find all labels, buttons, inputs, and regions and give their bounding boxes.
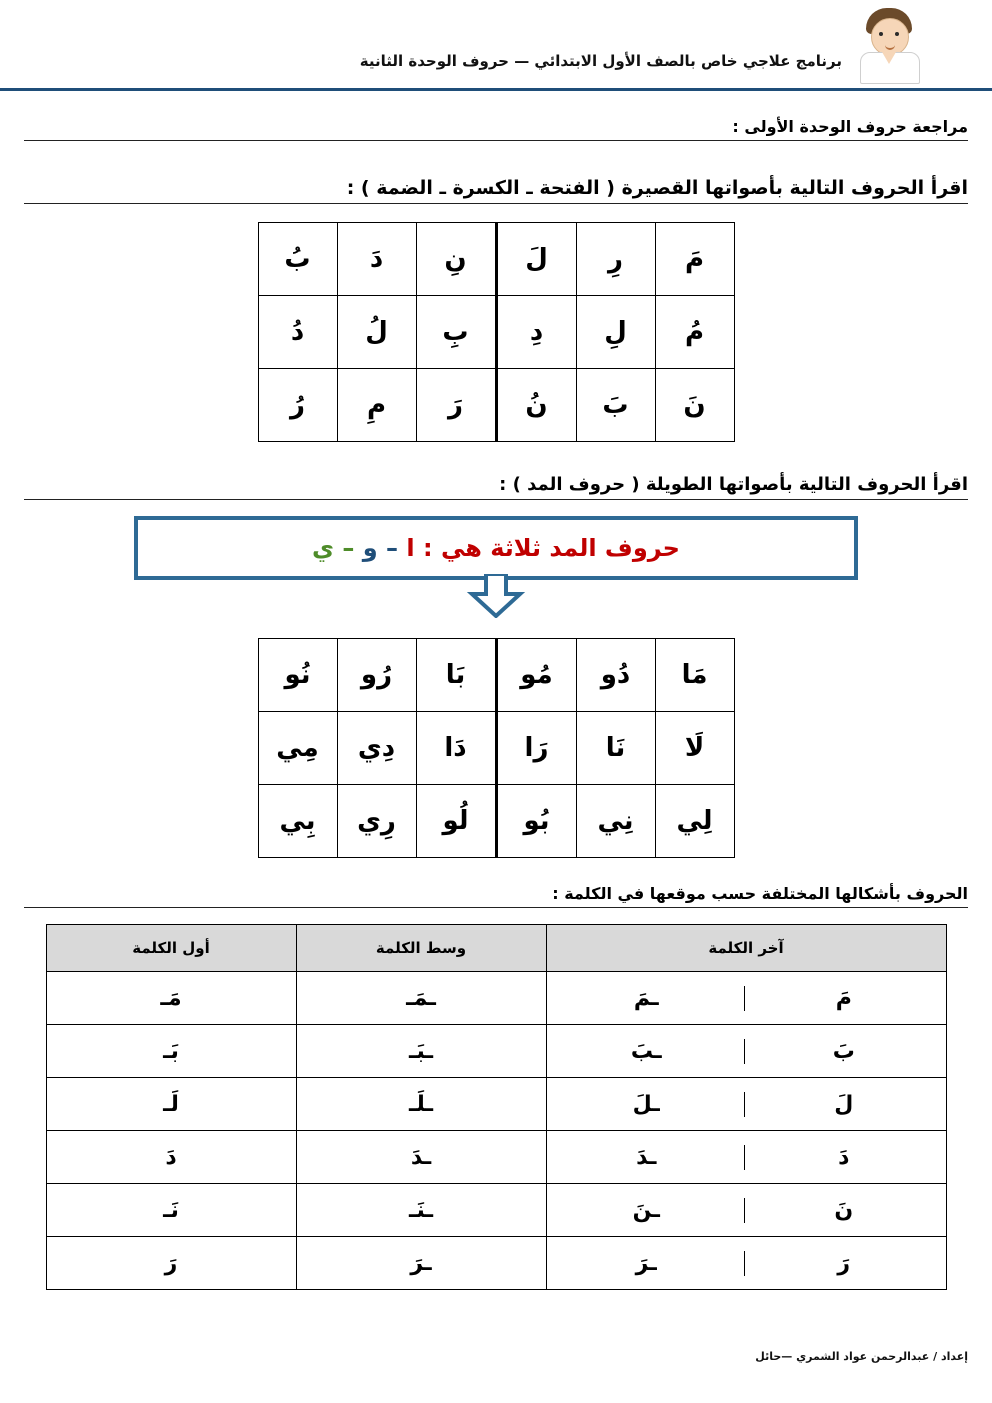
letter-cell: مَا (655, 639, 734, 712)
letter-cell: لُو (416, 785, 496, 858)
letter-forms-table (46, 924, 947, 1290)
long-vowels-title: اقرأ الحروف التالية بأصواتها الطويلة ( حروف المد ) : (24, 474, 968, 500)
long-vowel-grid (258, 638, 735, 858)
letter-cell: بَا (416, 639, 496, 712)
form-end-a: بَ (832, 1038, 855, 1064)
letter-cell: مِ (337, 369, 416, 442)
callout-text (312, 534, 680, 562)
table-row (46, 1078, 946, 1131)
page-header (0, 0, 992, 91)
letter-cell: دِي (337, 712, 416, 785)
letter-cell: مُ (655, 296, 734, 369)
table-row (46, 1237, 946, 1290)
form-cell-end (546, 1025, 946, 1078)
letter-cell: نُو (258, 639, 337, 712)
callout-zone (24, 516, 968, 620)
letter-cell: مِي (258, 712, 337, 785)
avatar-face (871, 18, 909, 56)
table-row (46, 1131, 946, 1184)
short-vowels-title: اقرأ الحروف التالية بأصواتها القصيرة ( الفتحة ـ الكسرة ـ الضمة ) : (24, 177, 968, 204)
letter-cell: مُو (496, 639, 576, 712)
short-vowel-grid-wrapper (24, 222, 968, 442)
form-end-a: لَ (834, 1091, 854, 1117)
short-vowel-grid (258, 222, 735, 442)
table-row (258, 369, 734, 442)
letter-cell: دُو (576, 639, 655, 712)
form-end-b: ـرَ (549, 1251, 745, 1276)
letter-cell: نَ (655, 369, 734, 442)
form-cell-start: مَـ (46, 972, 296, 1025)
callout-prefix: حروف المد ثلاثة هي : (423, 534, 680, 562)
letter-cell: بِي (258, 785, 337, 858)
form-cell-end (546, 1131, 946, 1184)
table-row (46, 1184, 946, 1237)
table-header-row (46, 925, 946, 972)
form-cell-end (546, 1184, 946, 1237)
letter-cell: رِي (337, 785, 416, 858)
table-row (258, 223, 734, 296)
form-end-a: رَ (837, 1250, 851, 1276)
letter-cell: لَا (655, 712, 734, 785)
letter-cell: دِ (496, 296, 576, 369)
column-header-end: آخر الكلمة (546, 925, 946, 972)
avatar-eye-left (879, 32, 883, 36)
callout-letter-waw: و (362, 534, 378, 562)
madd-letters-callout (134, 516, 858, 580)
table-row (258, 296, 734, 369)
form-end-a: نَ (834, 1197, 854, 1223)
table-row (258, 712, 734, 785)
letter-cell: رَ (416, 369, 496, 442)
letter-cell: رُ (258, 369, 337, 442)
letter-cell: بُ (258, 223, 337, 296)
callout-letter-ya: ي (312, 534, 335, 562)
form-end-a: مَ (835, 985, 852, 1011)
letter-cell: بَ (576, 369, 655, 442)
form-end-b: ـمَ (549, 986, 745, 1011)
form-cell-start: بَـ (46, 1025, 296, 1078)
form-end-a: دَ (838, 1144, 850, 1170)
letter-cell: نُ (496, 369, 576, 442)
page-content (0, 117, 992, 1290)
form-cell-start: لَـ (46, 1078, 296, 1131)
review-section-title: مراجعة حروف الوحدة الأولى : (24, 117, 968, 141)
column-header-middle: وسط الكلمة (296, 925, 546, 972)
callout-dash-2: – (342, 534, 355, 562)
letter-cell: لَ (496, 223, 576, 296)
letter-cell: رُو (337, 639, 416, 712)
letter-cell: نِ (416, 223, 496, 296)
forms-title: الحروف بأشكالها المختلفة حسب موقعها في الكلمة : (24, 884, 968, 908)
letter-cell: مَ (655, 223, 734, 296)
form-cell-middle: ـرَ (296, 1237, 546, 1290)
form-end-b: ـنَ (549, 1198, 745, 1223)
footer-credit: إعداد / عبدالرحمن عواد الشمري —حائل (755, 1350, 968, 1363)
letter-cell: لِ (576, 296, 655, 369)
letter-cell: رِ (576, 223, 655, 296)
form-cell-end (546, 972, 946, 1025)
form-cell-middle: ـنَـ (296, 1184, 546, 1237)
down-arrow-icon (24, 574, 968, 618)
letter-cell: رَا (496, 712, 576, 785)
callout-dash-1: – (386, 534, 399, 562)
letter-cell: دَا (416, 712, 496, 785)
form-cell-end (546, 1078, 946, 1131)
letter-cell: بُو (496, 785, 576, 858)
form-cell-start: نَـ (46, 1184, 296, 1237)
avatar-eye-right (895, 32, 899, 36)
form-cell-middle: ـدَ (296, 1131, 546, 1184)
table-row (258, 639, 734, 712)
form-end-b: ـدَ (549, 1145, 745, 1170)
form-cell-start: رَ (46, 1237, 296, 1290)
form-cell-middle: ـلَـ (296, 1078, 546, 1131)
student-avatar-icon (858, 6, 920, 82)
form-cell-end (546, 1237, 946, 1290)
callout-letter-alef: ا (406, 534, 415, 562)
form-cell-middle: ـمَـ (296, 972, 546, 1025)
table-row (258, 785, 734, 858)
letter-cell: لُ (337, 296, 416, 369)
table-row (46, 972, 946, 1025)
form-cell-middle: ـبَـ (296, 1025, 546, 1078)
letter-cell: نَا (576, 712, 655, 785)
form-cell-start: دَ (46, 1131, 296, 1184)
header-title: برنامج علاجي خاص بالصف الأول الابتدائي — حروف الوحدة الثانية (359, 52, 842, 70)
column-header-start: أول الكلمة (46, 925, 296, 972)
table-row (46, 1025, 946, 1078)
letter-cell: دُ (258, 296, 337, 369)
long-vowel-grid-wrapper (24, 638, 968, 858)
forms-table-wrapper (24, 924, 968, 1290)
form-end-b: ـبَ (549, 1039, 745, 1064)
letter-cell: دَ (337, 223, 416, 296)
letter-cell: لِي (655, 785, 734, 858)
form-end-b: ـلَ (549, 1092, 745, 1117)
letter-cell: بِ (416, 296, 496, 369)
letter-cell: نِي (576, 785, 655, 858)
